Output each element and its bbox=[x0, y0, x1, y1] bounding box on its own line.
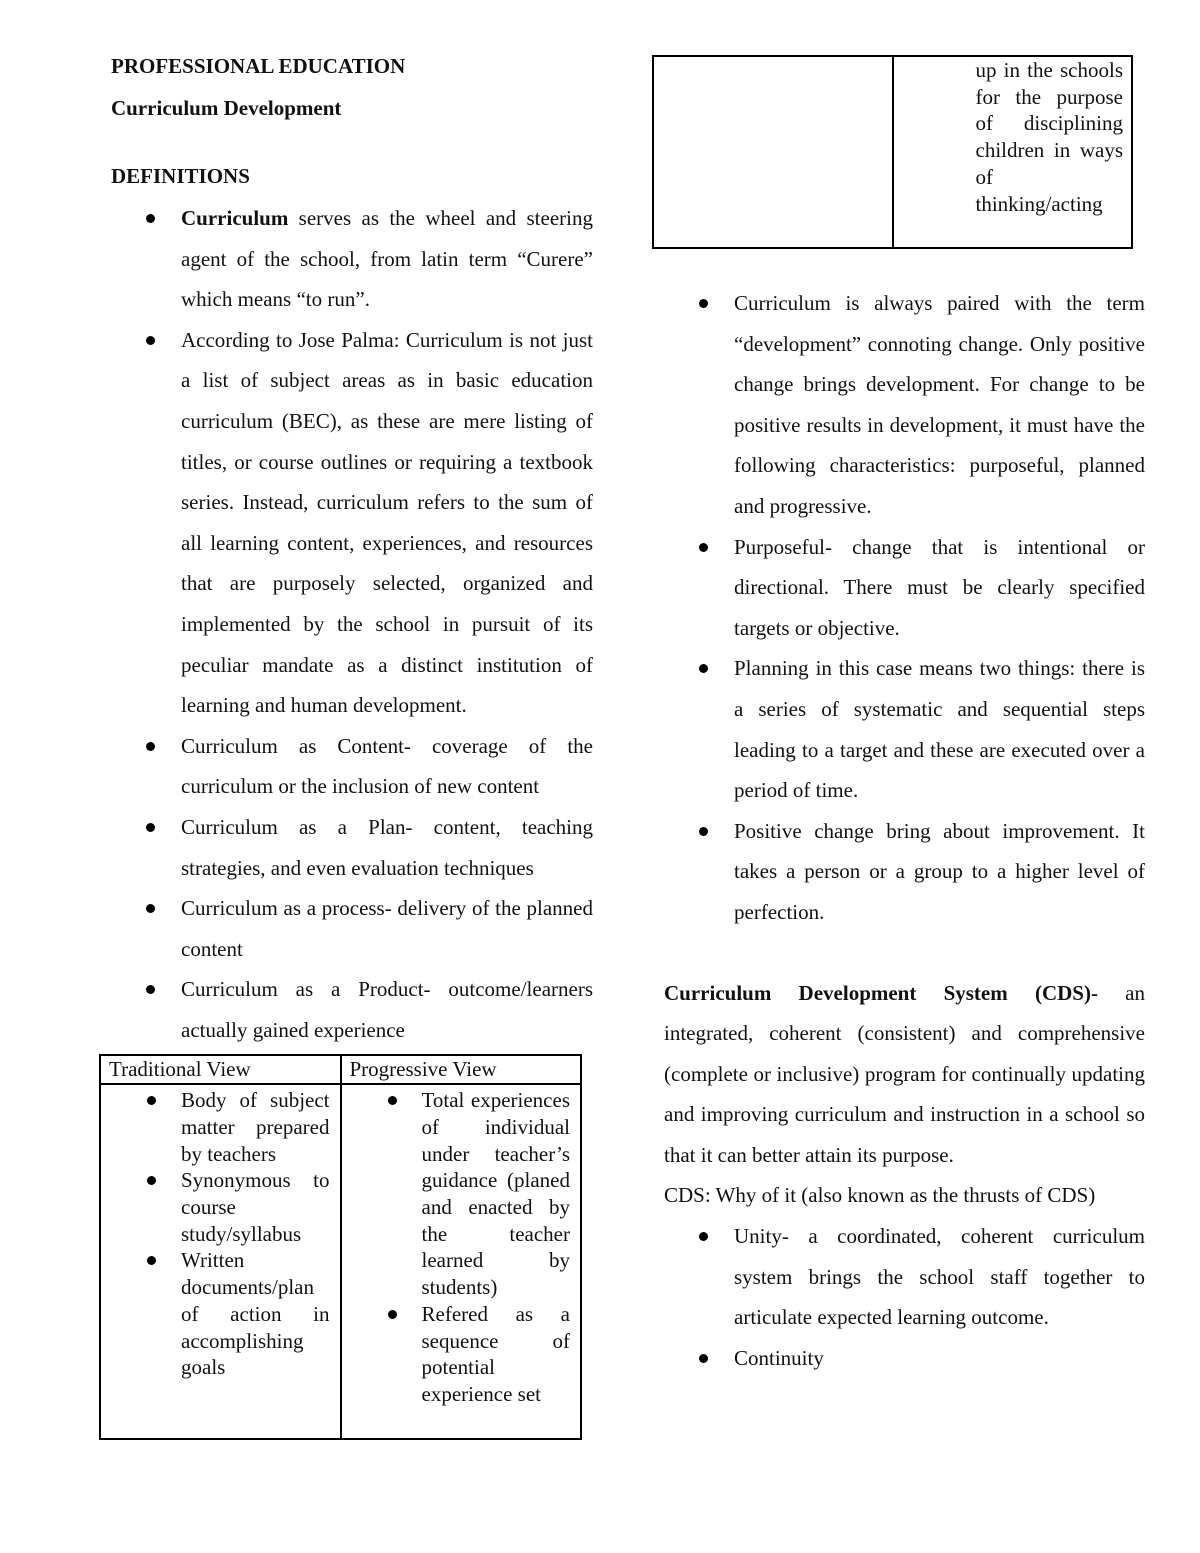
cds-definition bbox=[652, 973, 1145, 1176]
list-item: Written documents/plan of action in accomplishing goals bbox=[109, 1247, 330, 1381]
development-list bbox=[652, 283, 1145, 933]
list-item: Planning in this case means two things: there is a series of systematic and sequential steps leading to a target and these are executed over a period of time. bbox=[652, 648, 1145, 810]
section-heading: DEFINITIONS bbox=[111, 164, 250, 188]
list-item: Purposeful- change that is intentional or directional. There must be clearly specified targets or objective. bbox=[652, 527, 1145, 649]
continued-empty-cell bbox=[653, 56, 893, 248]
list-item: Curriculum is always paired with the term “development” connoting change. Only positive change brings development. For change to be positive results in development, it must have the following characteristics: purposeful, planned and progressive. bbox=[652, 283, 1145, 527]
list-item: Positive change bring about improvement. It takes a person or a group to a higher level of perfection. bbox=[652, 811, 1145, 933]
traditional-cell bbox=[100, 1084, 341, 1439]
document-title: PROFESSIONAL EDUCATION bbox=[111, 54, 406, 78]
list-item: Continuity bbox=[652, 1338, 1145, 1379]
views-table bbox=[99, 1054, 582, 1440]
cds-why: CDS: Why of it (also known as the thrusts of CDS) bbox=[664, 1183, 1096, 1208]
progressive-list bbox=[350, 1087, 571, 1407]
cds-definition-text: an integrated, coherent (consistent) and comprehensive (complete or inclusive) program for continually updating and improving curriculum and instruction in a school so that it can better attain its purpose. bbox=[664, 980, 1145, 1167]
table-header-traditional: Traditional View bbox=[100, 1055, 341, 1084]
right-column bbox=[652, 55, 1145, 1378]
list-item: Body of subject matter prepared by teachers bbox=[109, 1087, 330, 1167]
list-item: Total experiences of individual under teacher’s guidance (planed and enacted by the teacher learned by students) bbox=[350, 1087, 571, 1301]
list-item: According to Jose Palma: Curriculum is not just a list of subject areas as in basic education curriculum (BEC), as these are mere listing of titles, or course outlines or requiring a textbook series. Instead, curriculum refers to the sum of all learning content, experiences, and resources that are purposely selected, organized and implemented by the school in pursuit of its peculiar mandate as a distinct institution of learning and human development. bbox=[111, 320, 593, 726]
list-item: Synonymous to course study/syllabus bbox=[109, 1167, 330, 1247]
document-subtitle: Curriculum Development bbox=[111, 96, 342, 120]
traditional-list bbox=[109, 1087, 330, 1381]
continued-cell: up in the schools for the purpose of disciplining children in ways of thinking/acting bbox=[893, 56, 1133, 248]
list-item: Curriculum as a Plan- content, teaching strategies, and even evaluation techniques bbox=[111, 807, 593, 888]
list-item: Curriculum as Content- coverage of the curriculum or the inclusion of new content bbox=[111, 726, 593, 807]
definition-text: serves as the wheel and steering agent of the school, from latin term “Curere” which means “to run”. bbox=[181, 206, 593, 312]
definitions-list bbox=[111, 198, 593, 1050]
left-column bbox=[111, 52, 593, 1440]
progressive-cell bbox=[341, 1084, 582, 1439]
list-item: Refered as a sequence of potential experience set bbox=[350, 1301, 571, 1408]
list-item: Curriculum as a Product- outcome/learners actually gained experience bbox=[111, 969, 593, 1050]
list-item bbox=[111, 198, 593, 320]
term-bold: Curriculum bbox=[181, 206, 289, 230]
table-header-progressive: Progressive View bbox=[341, 1055, 582, 1084]
continued-table bbox=[652, 55, 1133, 249]
cds-term: Curriculum Development System (CDS)- bbox=[664, 980, 1098, 1005]
list-item: Curriculum as a process- delivery of the planned content bbox=[111, 888, 593, 969]
list-item: Unity- a coordinated, coherent curriculum system brings the school staff together to articulate expected learning outcome. bbox=[652, 1216, 1145, 1338]
cds-thrusts-list bbox=[652, 1216, 1145, 1378]
